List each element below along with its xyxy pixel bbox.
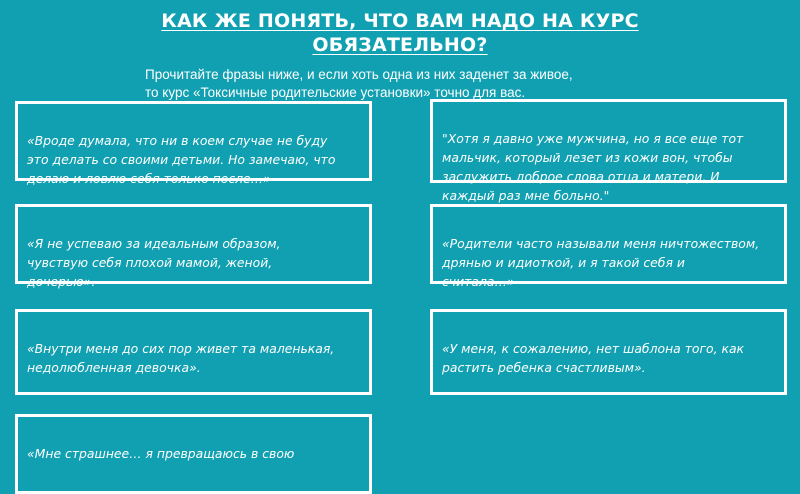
intro-text bbox=[145, 66, 625, 102]
quote-text: «Родители часто называли меня ничтожеством, дрянью и идиоткой, и я такой себя и считала…» bbox=[442, 236, 760, 289]
quote-card bbox=[15, 101, 372, 186]
quote-text: «Я не успеваю за идеальным образом, чувствую себя плохой мамой, женой, дочерью». bbox=[27, 236, 281, 289]
quote-text: «Внутри меня до сих пор живет та маленькая, недолюбленная девочка». bbox=[27, 341, 335, 375]
quote-card bbox=[15, 309, 372, 395]
quote-card bbox=[430, 309, 787, 395]
intro-line-2: то курс «Токсичные родительские установки» точно для вас. bbox=[145, 85, 526, 100]
quote-card bbox=[15, 414, 372, 494]
heading-line-1: КАК ЖЕ ПОНЯТЬ, ЧТО ВАМ НАДО НА КУРС bbox=[161, 10, 639, 32]
quote-text: "Хотя я давно уже мужчина, но я все еще тот мальчик, который лезет из кожи вон, чтобы заслужить доброе слова отца и матери. И каждый раз мне больно." bbox=[442, 131, 744, 203]
quote-text: «Мне страшнее… я превращаюсь в свою bbox=[27, 446, 295, 461]
quote-card bbox=[15, 204, 372, 289]
heading-line-2: ОБЯЗАТЕЛЬНО? bbox=[312, 34, 488, 56]
quote-text: «Вроде думала, что ни в коем случае не буду это делать со своими детьми. Но замечаю, что делаю и ловлю себя только после…» bbox=[27, 133, 336, 186]
quote-card bbox=[430, 204, 787, 289]
quote-text: «У меня, к сожалению, нет шаблона того, как растить ребенка счастливым». bbox=[442, 341, 745, 375]
intro-line-1: Прочитайте фразы ниже, и если хоть одна из них заденет за живое, bbox=[145, 67, 573, 82]
quote-card bbox=[430, 99, 787, 203]
page-heading bbox=[0, 9, 800, 57]
